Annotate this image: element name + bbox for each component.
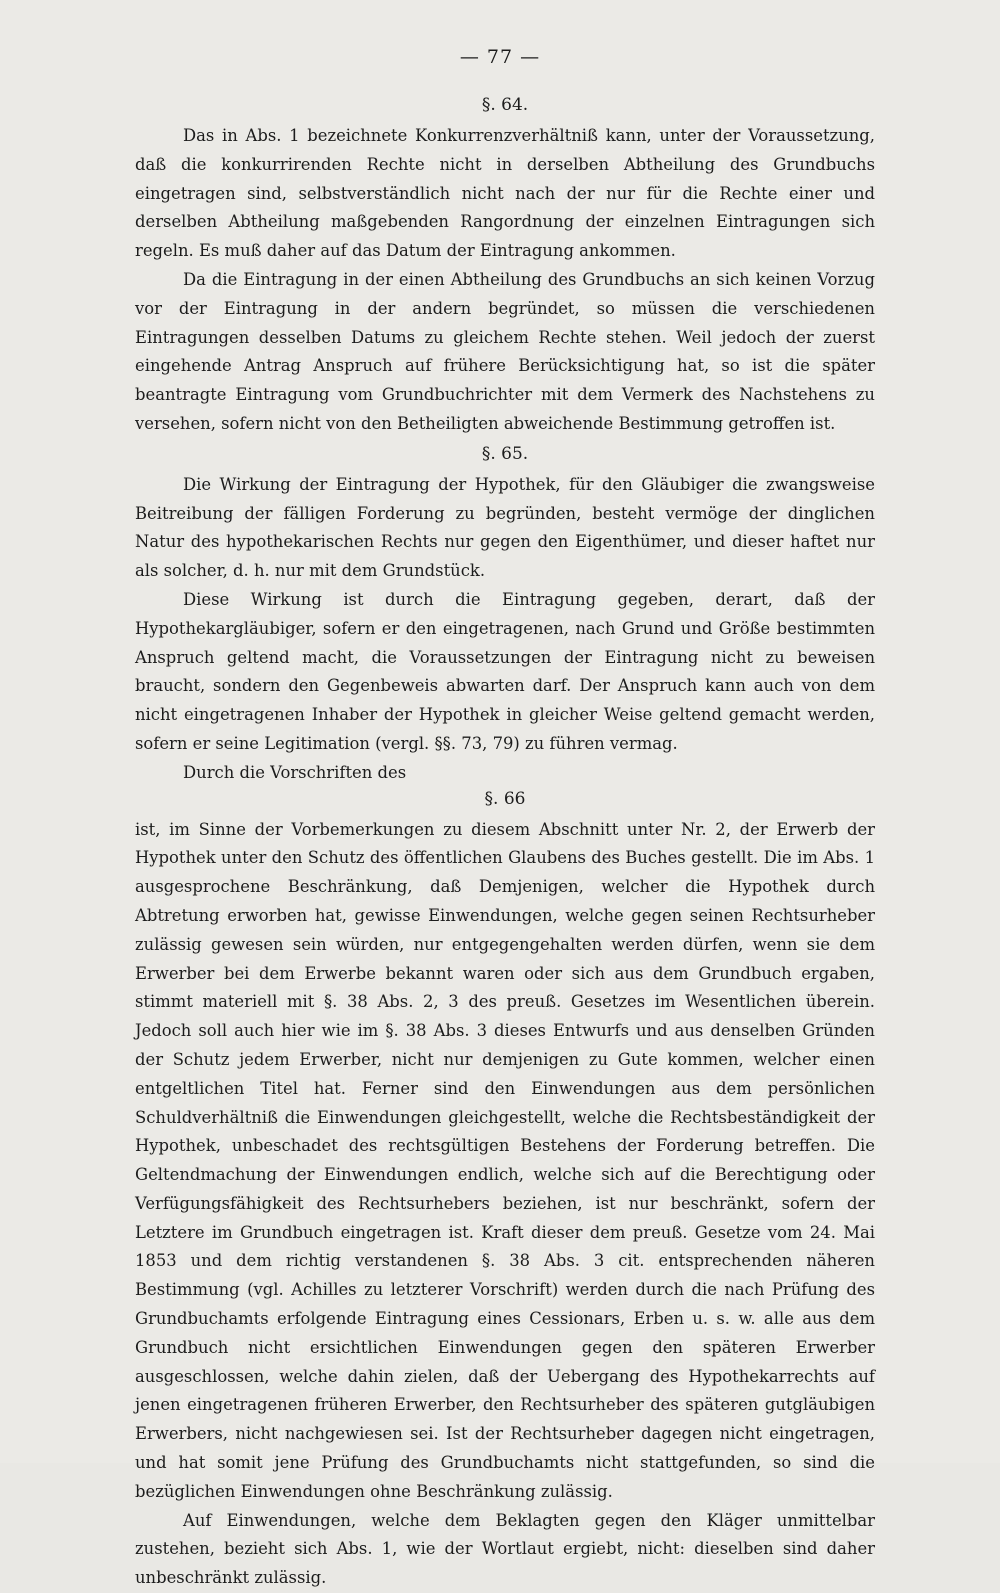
page-body <box>135 94 875 1593</box>
page-number: — 77 — <box>459 46 541 68</box>
paragraph: Das in Abs. 1 bezeichnete Konkurrenzverhältniß kann, unter der Voraussetzung, daß die konkurrirenden Rechte nicht in derselben Abtheilung des Grundbuchs eingetragen sind, selbstverständlich nicht nach der nur für die Rechte einer und derselben Abtheilung maßgebenden Rangordnung der einzelnen Eintragungen sich regeln. Es muß daher auf das Datum der Eintragung ankommen. <box>135 126 875 261</box>
paragraph: Da die Eintragung in der einen Abtheilung des Grundbuchs an sich keinen Vorzug vor der Eintragung in der andern begründet, so müssen die verschiedenen Eintragungen desselben Datums zu gleichem Rechte stehen. Weil jedoch der zuerst eingehende Antrag Anspruch auf frühere Berücksichtigung hat, so ist die später beantragte Eintragung vom Grundbuchrichter mit dem Vermerk des Nachstehens zu versehen, sofern nicht von den Betheiligten abweichende Bestimmung getroffen ist. <box>135 269 875 433</box>
paragraph: Durch die Vorschriften des <box>183 762 407 782</box>
paragraph: ist, im Sinne der Vorbemerkungen zu diesem Abschnitt unter Nr. 2, der Erwerb der Hypothek unter den Schutz des öffentlichen Glaubens des Buches gestellt. Die im Abs. 1 ausgesprochene Beschränkung, daß Demjenigen, welcher die Hypothek durch Abtretung erworben hat, gewisse Einwendungen, welche gegen seinen Rechtsurheber zulässig gewesen sein würden, nur entgegengehalten werden dürfen, wenn sie dem Erwerber bei dem Erwerbe bekannt waren oder sich aus dem Grundbuch ergaben, stimmt materiell mit §. 38 Abs. 2, 3 des preuß. Gesetzes im Wesentlichen überein. Jedoch soll auch hier wie im §. 38 Abs. 3 dieses Entwurfs und aus denselben Gründen der Schutz jedem Erwerber, nicht nur demjenigen zu Gute kommen, welcher einen entgeltlichen Titel hat. Ferner sind den Einwendungen aus dem persönlichen Schuldverhältniß die Einwendungen gleichgestellt, welche die Rechtsbeständigkeit der Hypothek, unbeschadet des rechtsgültigen Bestehens der Forderung betreffen. Die Geltendmachung der Einwendungen endlich, welche sich auf die Berechtigung oder Verfügungsfähigkeit des Rechtsurhebers beziehen, ist nur beschränkt, sofern der Letztere im Grundbuch eingetragen ist. Kraft dieser dem preuß. Gesetze vom 24. Mai 1853 und dem richtig verstandenen §. 38 Abs. 3 cit. entsprechenden näheren Bestimmung (vgl. Achilles zu letzterer Vorschrift) werden durch die nach Prüfung des Grundbuchamts erfolgende Eintragung eines Cessionars, Erben u. s. w. alle aus dem Grundbuch nicht ersichtlichen Einwendungen gegen den späteren Erwerber ausgeschlossen, welche dahin zielen, daß der Uebergang des Hypothekarrechts auf jenen eingetragenen früheren Erwerber, den Rechtsurheber des späteren gutgläubigen Erwerbers, nicht nachgewiesen sei. Ist der Rechtsurheber dagegen nicht eingetragen, und hat somit jene Prüfung des Grundbuchamts nicht stattgefunden, so sind die bezüglichen Einwendungen ohne Beschränkung zulässig. <box>135 819 875 1501</box>
paragraph: Die Wirkung der Eintragung der Hypothek, für den Gläubiger die zwangsweise Beitreibung der fälligen Forderung zu begründen, besteht vermöge der dinglichen Natur des hypothekarischen Rechts nur gegen den Eigenthümer, und dieser haftet nur als solcher, d. h. nur mit dem Grundstück. <box>135 474 875 581</box>
section-heading-65: §. 65. <box>481 443 529 464</box>
section-heading-66: §. 66 <box>484 788 526 809</box>
paragraph: Diese Wirkung ist durch die Eintragung gegeben, derart, daß der Hypothekargläubiger, sofern er den eingetragenen, nach Grund und Größe bestimmten Anspruch geltend macht, die Voraussetzungen der Eintragung nicht zu beweisen braucht, sondern den Gegenbeweis abwarten darf. Der Anspruch kann auch von dem nicht eingetragenen Inhaber der Hypothek in gleicher Weise geltend gemacht werden, sofern er seine Legitimation (vergl. §§. 73, 79) zu führen vermag. <box>135 589 875 753</box>
section-heading-64: §. 64. <box>481 95 529 115</box>
paragraph: Auf Einwendungen, welche dem Beklagten gegen den Kläger unmittelbar zustehen, bezieht sich Abs. 1, wie der Wortlaut ergiebt, nicht: dieselben sind daher unbeschränkt zulässig. <box>135 1510 875 1588</box>
